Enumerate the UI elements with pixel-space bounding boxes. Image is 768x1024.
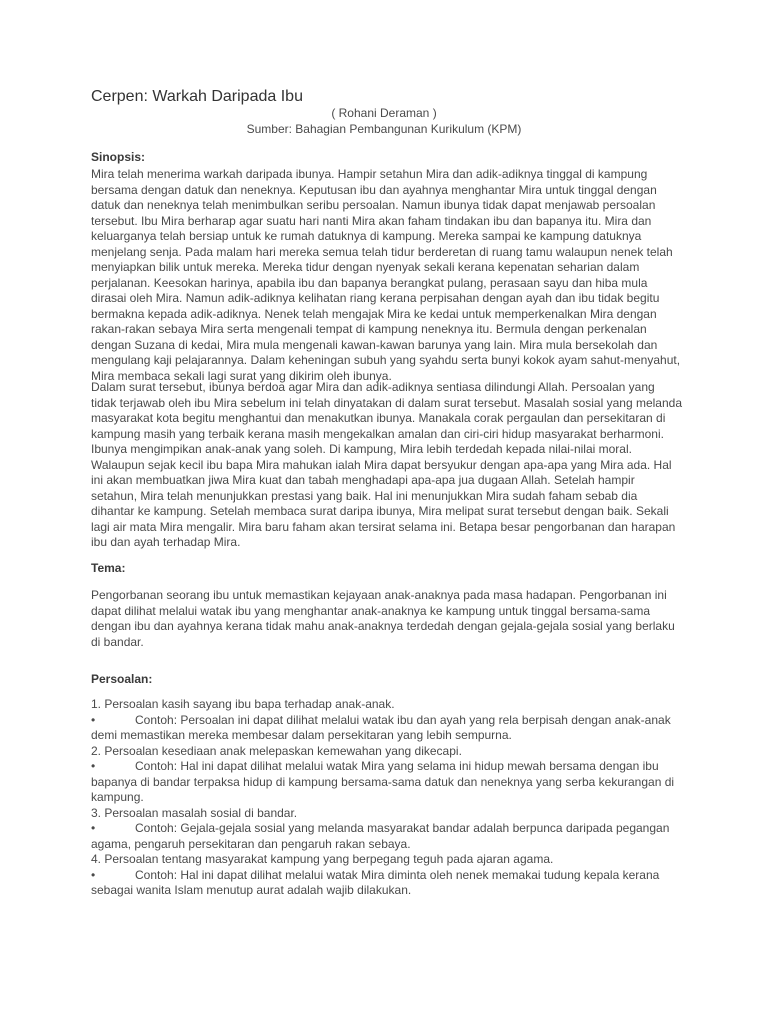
sinopsis-paragraph-2: [91, 380, 691, 551]
paragraph-line: ini akan membuatkan jiwa Mira kuat dan tabah menghadapi apa-apa jua dugaan Allah. Setelah hampir: [91, 473, 635, 487]
tema-heading: Tema:: [91, 561, 126, 575]
persoalan-example-line: sebagai wanita Islam menutup aurat adalah wajib dilakukan.: [91, 883, 412, 897]
paragraph-line: Walaupun sejak kecil ibu bapa Mira mahukan ialah Mira dapat bersyukur dengan apa-apa yang Mira ada. Hal: [91, 457, 672, 472]
paragraph-line: masyarakat kota begitu menghantui dan menakutkan ibunya. Manakala corak pergaulan dan persekitaran di: [91, 411, 666, 425]
paragraph-line: dengan Suzana di kedai, Mira mula mengenali kawan-kawan barunya yang lain. Mira mula bersekolah dan: [91, 337, 658, 352]
persoalan-example: [91, 713, 711, 729]
persoalan-example: [91, 759, 711, 775]
paragraph-line: datuk dan neneknya telah menimbulkan seribu persoalan. Namun ibunya tidak dapat menjawab persoalan: [91, 198, 656, 212]
paragraph-line: dengan ibu dan ayahnya kerana tidak mahu anak-anaknya terdedah dengan gejala-gejala sosial yang berlaku: [91, 619, 675, 633]
bullet-icon: •: [91, 867, 96, 882]
document-source: Sumber: Bahagian Pembangunan Kurikulum (KPM): [246, 122, 522, 136]
paragraph-line: di bandar.: [91, 634, 144, 649]
paragraph-line: tersebut. Ibu Mira berharap agar suatu hari nanti Mira akan faham tindakan ibu dan bapanya itu. Mira dan: [91, 213, 652, 228]
paragraph-line: bersama dengan datuk dan neneknya. Keputusan ibu dan ayahnya menghantar Mira untuk tinggal dengan: [91, 182, 657, 197]
paragraph-line: menjelang senja. Pada malam hari mereka semua telah tidur berderetan di ruang tamu walaupun nenek telah: [91, 244, 673, 259]
paragraph-line: Ibunya mengimpikan anak-anak yang soleh. Di kampung, Mira lebih terdedah kepada nilai-nilai moral.: [91, 442, 632, 456]
persoalan-item-title: 3. Persoalan masalah sosial di bandar.: [91, 805, 298, 820]
paragraph-line: lagi air mata Mira mengalir. Mira baru faham akan tersirat selama ini. Betapa besar pengorbanan dan harapan: [91, 519, 676, 534]
persoalan-item-title: 1. Persoalan kasih sayang ibu bapa terhadap anak-anak.: [91, 697, 395, 711]
paragraph-line: keluarganya telah bersiap untuk ke rumah datuknya di kampung. Mereka sampai ke kampung datuknya: [91, 229, 642, 243]
bullet-icon: •: [91, 759, 96, 773]
paragraph-line: Pengorbanan seorang ibu untuk memastikan kejayaan anak-anaknya pada masa hadapan. Pengorbanan ini: [91, 588, 667, 602]
persoalan-example-text: Contoh: Persoalan ini dapat dilihat melalui watak ibu dan ayah yang rela berpisah dengan anak-anak: [135, 712, 671, 727]
persoalan-example: [91, 821, 711, 837]
bullet-icon: •: [91, 712, 96, 727]
paragraph-line: setahun, Mira telah menunjukkan prestasi yang baik. Hal ini menunjukkan Mira sudah faham sebab dia: [91, 488, 638, 503]
paragraph-line: menyiapkan bilik untuk mereka. Mereka tidur dengan nyenyak sekali kerana kepenatan seharian dalam: [91, 260, 640, 274]
paragraph-line: ibu dan ayah terhadap Mira.: [91, 535, 241, 549]
paragraph-line: rakan-rakan sebaya Mira serta mengenali tempat di kampung neneknya itu. Bermula dengan perkenalan: [91, 322, 647, 336]
paragraph-line: perjalanan. Keesokan harinya, apabila ibu dan bapanya berangkat pulang, perasaan sayu dan hiba mula: [91, 275, 648, 290]
sinopsis-paragraph-1: [91, 167, 691, 384]
paragraph-line: tidak terjawab oleh ibu Mira sebelum ini telah dinyatakan di dalam surat tersebut. Masalah sosial yang melanda: [91, 395, 682, 410]
bullet-icon: •: [91, 821, 96, 835]
persoalan-example-line: kampung.: [91, 790, 144, 804]
persoalan-example-text: Contoh: Hal ini dapat dilihat melalui watak Mira yang selama ini hidup mewah bersama dengan ibu: [135, 759, 659, 773]
paragraph-line: kampung masih yang terbaik kerana masih mengekalkan amalan dan ciri-ciri hidup masyarakat berharmoni.: [91, 426, 664, 441]
persoalan-example-line: bapanya di bandar terpaksa hidup di kampung bersama-sama datuk dan neneknya yang serba kekurangan di: [91, 774, 675, 789]
persoalan-example-line: agama, pengaruh persekitaran dan pengaruh rakan sebaya.: [91, 836, 411, 851]
paragraph-line: Mira membaca sekali lagi surat yang dikirim oleh ibunya.: [91, 368, 392, 383]
persoalan-example: [91, 868, 711, 884]
paragraph-line: dapat dilihat melalui watak ibu yang menghantar anak-anaknya ke kampung untuk tinggal bersama-sama: [91, 603, 651, 618]
persoalan-example-text: Contoh: Gejala-gejala sosial yang melanda masyarakat bandar adalah berpunca daripada pegangan: [135, 821, 670, 835]
tema-paragraph: [91, 588, 691, 650]
persoalan-list: [91, 697, 711, 899]
persoalan-item-title: 2. Persoalan kesediaan anak melepaskan kemewahan yang dikecapi.: [91, 743, 462, 758]
paragraph-line: bermakna kepada adik-adiknya. Nenek telah mengajak Mira ke kedai untuk memperkenalkan Mira dengan: [91, 306, 657, 321]
paragraph-line: dirasai oleh Mira. Namun adik-adiknya kelihatan riang kerana perpisahan dengan ayah dan ibu tidak begitu: [91, 291, 660, 305]
sinopsis-heading: Sinopsis:: [91, 150, 146, 164]
document-author: ( Rohani Deraman ): [331, 106, 437, 120]
persoalan-item-title: 4. Persoalan tentang masyarakat kampung yang berpegang teguh pada ajaran agama.: [91, 852, 554, 866]
persoalan-heading: Persoalan:: [91, 672, 153, 686]
paragraph-line: mengulang kaji pelajarannya. Dalam keheningan subuh yang syahdu serta bunyi kokok ayam sahut-menyahut,: [91, 353, 681, 367]
persoalan-example-text: Contoh: Hal ini dapat dilihat melalui watak Mira diminta oleh nenek memakai tudung kepala kerana: [135, 867, 660, 882]
paragraph-line: Mira telah menerima warkah daripada ibunya. Hampir setahun Mira dan adik-adiknya tinggal di kampung: [91, 167, 648, 181]
paragraph-line: dihantar ke kampung. Setelah membaca surat daripa ibunya, Mira melipat surat tersebut dengan baik. Sekali: [91, 504, 669, 518]
document-title: Cerpen: Warkah Daripada Ibu: [91, 88, 303, 105]
paragraph-line: Dalam surat tersebut, ibunya berdoa agar Mira dan adik-adiknya sentiasa dilindungi Allah. Persoalan yang: [91, 380, 655, 394]
persoalan-example-line: demi memastikan mereka membesar dalam persekitaran yang lebih sempurna.: [91, 728, 512, 742]
